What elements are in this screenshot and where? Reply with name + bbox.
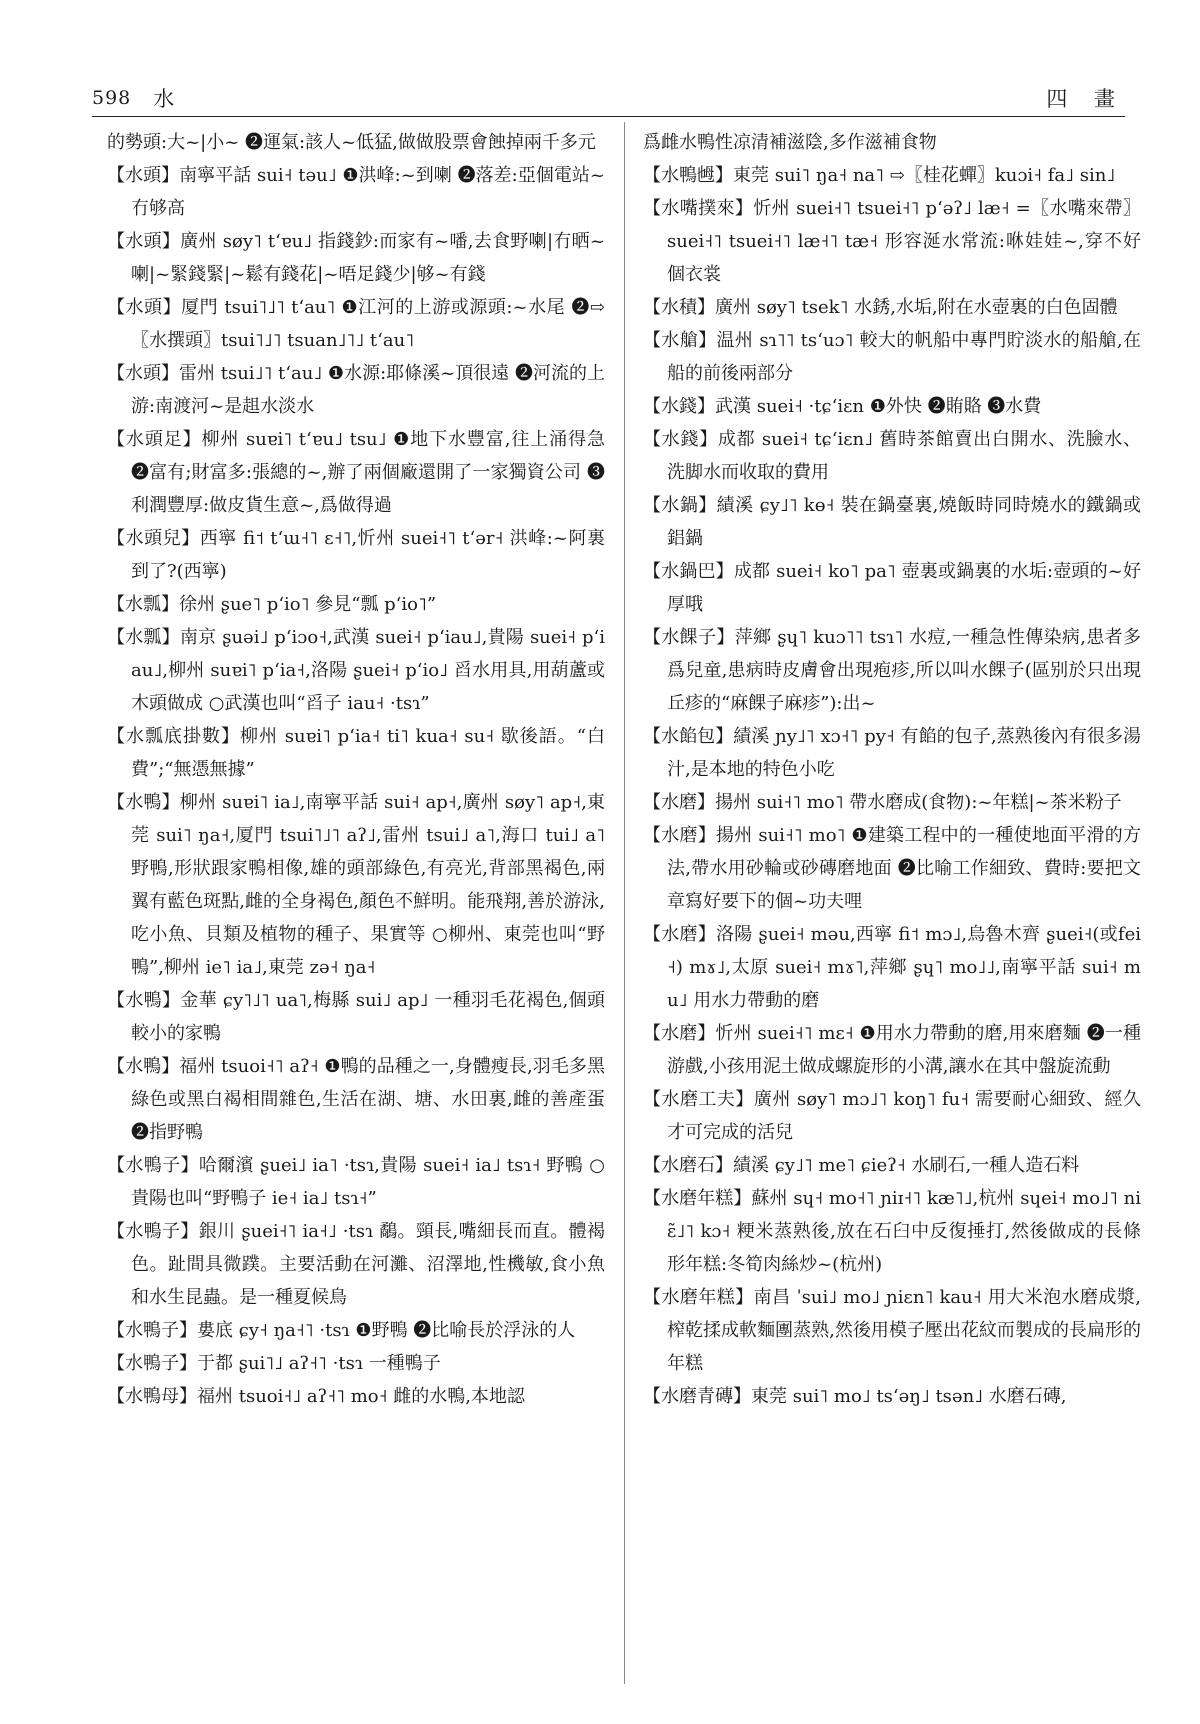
dictionary-entry: 【水磨石】績溪 ɕy˩˥ me˥ ɕieʔ˧ 水刷石,一種人造石料 [643,1155,1080,1176]
dictionary-entry: 【水頭足】柳州 suɐi˥ tʻɐu˩ tsu˩ ❶地下水豐富,往上涌得急 ❷富有;財富多:張總的~,辦了兩個廠還開了一家獨資公司 ❸利潤豐厚:做皮貨生意~,爲做得過 [107,429,611,516]
column-divider [624,122,625,1684]
header-rule [92,116,1125,117]
dictionary-entry: 【水鴨子】于都 ʂui˥˩ aʔ˧˥ ·tsɿ 一種鴨子 [107,1353,441,1374]
dictionary-entry: 【水鍋巴】成都 suei˧ ko˥ pa˥ 壺裏或鍋裏的水垢:壺頭的~好厚哦 [643,561,1141,615]
dictionary-entry: 【水鴨】金華 ɕy˥˩˥ ua˥,梅縣 sui˩ ap˩ 一種羽毛花褐色,個頭較小的家鴨 [107,990,605,1044]
dictionary-entry: 爲雌水鴨性凉清補滋陰,多作滋補食物 [643,132,937,153]
dictionary-entry: 【水瓢底掛數】柳州 suɐi˥ pʻia˧ ti˥ kua˧ su˧ 歇後語。“白費”;“無憑無據” [107,726,605,780]
dictionary-entry: 【水磨年糕】蘇州 sɥ˧ mo˧˥ ɲiɪ˧˥ kæ˥˩,杭州 sɥei˧ mo˩˥ ni ɛ̃˩˥ kɔ˧ 粳米蒸熟後,放在石臼中反復捶打,然後做成的長條形年糕:冬筍肉絲炒~(杭州) [643,1188,1147,1275]
dictionary-entry: 【水頭】雷州 tsui˩˥ tʻau˩ ❶水源:耶條溪~頂很遠 ❷河流的上游:南渡河~是趄水淡水 [107,363,605,417]
dictionary-entry: 【水磨工夫】廣州 søy˥ mɔ˩˥ koŋ˥ fu˧ 需要耐心細致、經久才可完成的活兒 [643,1089,1141,1143]
dictionary-entry: 【水錢】成都 suei˧ tɕʻiɛn˩ 舊時茶館賣出白開水、洗臉水、洗脚水而收取的費用 [643,429,1141,483]
dictionary-entry: 【水頭】厦門 tsui˥˩˥ tʻau˥ ❶江河的上游或源頭:~水尾 ❷⇨〖水撰頭〗tsui˥˩˥ tsuan˩˥˩ tʻau˥ [107,297,605,351]
dictionary-entry: 【水磨】洛陽 ʂuei˧ məu,西寧 fi˦ mɔ˩,烏魯木齊 ʂuei˧(或fei˧) mɤ˩,太原 suei˧ mɤ˥,萍鄉 ʂɥ˥ mo˩˩,南寧平話 sui˧ mu˩ 用水力帶動的磨 [643,924,1141,1011]
dictionary-entry: 【水積】廣州 søy˥ tsek˥ 水銹,水垢,附在水壺裏的白色固體 [643,297,1118,318]
dictionary-entry: 【水鴨子】哈爾濱 ʂuei˩ ia˥ ·tsɿ,貴陽 suei˧ ia˩ tsɿ˧ 野鴨 ○貴陽也叫“野鴨子 ie˧ ia˩ tsɿ˧” [107,1155,605,1209]
section-label: 四 畫 [1046,87,1125,111]
dictionary-entry: 【水鴨母】福州 tsuoi˧˩ aʔ˧˥ mo˧ 雌的水鴨,本地認 [107,1386,525,1407]
dictionary-entry: 【水鴨子】婁底 ɕy˧ ŋa˧˥ ·tsɿ ❶野鴨 ❷比喻長於浮泳的人 [107,1320,576,1341]
dictionary-entry: 【水餜子】萍鄉 ʂɥ˥ kuɔ˥˥ tsɿ˥ 水痘,一種急性傳染病,患者多爲兒童,患病時皮膚會出現疱疹,所以叫水餜子(區别於只出現丘疹的“麻餜子麻疹”):出~ [643,627,1141,714]
dictionary-entry: 【水嘴撲來】忻州 suei˧˥ tsuei˧˥ pʻəʔ˩ læ˧ =〖水嘴來帶〗suei˧˥ tsuei˧˥ læ˧˥ tæ˧ 形容涎水常流:咻娃娃~,穿不好個衣裳 [643,198,1141,285]
dictionary-entry: 【水瓢】南京 ʂuəi˩ pʻiɔo˧,武漢 suei˧ pʻiau˩,貴陽 suei˧ pʻiau˩,柳州 suɐi˥ pʻia˧,洛陽 ʂuei˧ pʻio˩ 舀水用具,用葫蘆或木頭做成 ○武漢也叫“舀子 iau˧ ·tsɿ” [107,627,605,714]
dictionary-entry: 【水鴨】福州 tsuoi˧˥ aʔ˧ ❶鴨的品種之一,身體瘦長,羽毛多黑綠色或黑白褐相間雜色,生活在湖、塘、水田裏,雌的善產蛋 ❷指野鴨 [107,1056,611,1143]
dictionary-entry: 【水磨】揚州 sui˧˥ mo˥ 帶水磨成(食物):~年糕|~茶米粉子 [643,792,1122,813]
left-column [107,126,611,1686]
dictionary-entry: 【水鴨子】銀川 ʂuei˧˥ ia˧˩ ·tsɿ 鷸。頸長,嘴細長而直。體褐色。趾間具微蹼。主要活動在河灘、沼澤地,性機敏,食小魚和水生昆蟲。是一種夏候鳥 [107,1221,605,1308]
radical-label: 水 [153,87,175,111]
dictionary-entry: 【水艙】温州 sɿ˥˥ tsʻuɔ˥ 較大的帆船中專門貯淡水的船艙,在船的前後兩部分 [643,330,1141,384]
dictionary-entry: 【水頭】廣州 søy˥ tʻɐu˩ 指錢鈔:而家有~噃,去食野喇|冇晒~喇|~緊錢緊|~鬆有錢花|~唔足錢少|够~有錢 [107,231,605,285]
dictionary-entry: 【水瓢】徐州 ʂue˥ pʻio˥ 參見“瓢 pʻio˥” [107,594,437,615]
dictionary-entry: 【水餡包】績溪 ɲy˩˥ xɔ˧˥ py˧ 有餡的包子,蒸熟後內有很多湯汁,是本地的特色小吃 [643,726,1141,780]
dictionary-entry: 【水磨年糕】南昌 ˈsui˩ mo˩ ɲiɛn˥ kau˧ 用大米泡水磨成漿,榨乾揉成軟麵團蒸熟,然後用模子壓出花紋而製成的長扁形的年糕 [643,1287,1141,1374]
dictionary-entry: 【水鍋】績溪 ɕy˩˥ kɵ˧ 裝在鍋臺裏,燒飯時同時燒水的鐵鍋或鋁鍋 [643,495,1141,549]
dictionary-entry: 【水頭兒】西寧 fi˦ tʻɯ˧˥ ɛ˧˥,忻州 suei˧˥ tʻər˧ 洪峰:~阿裏到了?(西寧) [107,528,605,582]
dictionary-entry: 【水磨】揚州 sui˧˥ mo˥ ❶建築工程中的一種使地面平滑的方法,帶水用砂輪或砂磚磨地面 ❷比喻工作細致、費時:要把文章寫好要下的個~功夫哩 [643,825,1141,912]
right-column [643,126,1147,1686]
dictionary-entry: 【水鴨】柳州 suɐi˥ ia˩,南寧平話 sui˧ ap˧,廣州 søy˥ ap˧,東莞 sui˥ ŋa˧,厦門 tsui˥˩˥ aʔ˩,雷州 tsui˩ a˥,海口 tui˩ a˥ 野鴨,形狀跟家鴨相像,雄的頭部綠色,有亮光,背部黑褐色,兩翼有藍色斑點,雌的全身褐色,顏色不鮮明。能飛翔,善於游泳,吃小魚、貝類及植物的種子、果實等 ○柳州、東莞也叫“野鴨”,柳州 ie˥ ia˩,東莞 zə˧ ŋa˧ [107,792,611,978]
dictionary-entry: 【水錢】武漢 suei˧ ·tɕʻiɛn ❶外快 ❷賄賂 ❸水費 [643,396,1042,417]
dictionary-entry: 【水磨青磚】東莞 sui˥ mo˩ tsʻəŋ˩ tsən˩ 水磨石磚, [643,1386,1067,1407]
dictionary-entry: 的勢頭:大~|小~ ❷運氣:該人~低猛,做做股票會蝕掉兩千多元 [107,132,596,153]
page-header [92,80,1125,116]
page-number: 598 [92,87,132,109]
dictionary-entry: 【水鴨乸】東莞 sui˥ ŋa˧ na˥ ⇨〖桂花蟬〗kuɔi˧ fa˩ sin˩ [643,165,1116,186]
dictionary-entry: 【水磨】忻州 suei˧˥ mɛ˧ ❶用水力帶動的磨,用來磨麵 ❷一種游戲,小孩用泥土做成螺旋形的小溝,讓水在其中盤旋流動 [643,1023,1141,1077]
dictionary-entry: 【水頭】南寧平話 sui˧ təu˩ ❶洪峰:~到喇 ❷落差:亞個電站~冇够高 [107,165,605,219]
